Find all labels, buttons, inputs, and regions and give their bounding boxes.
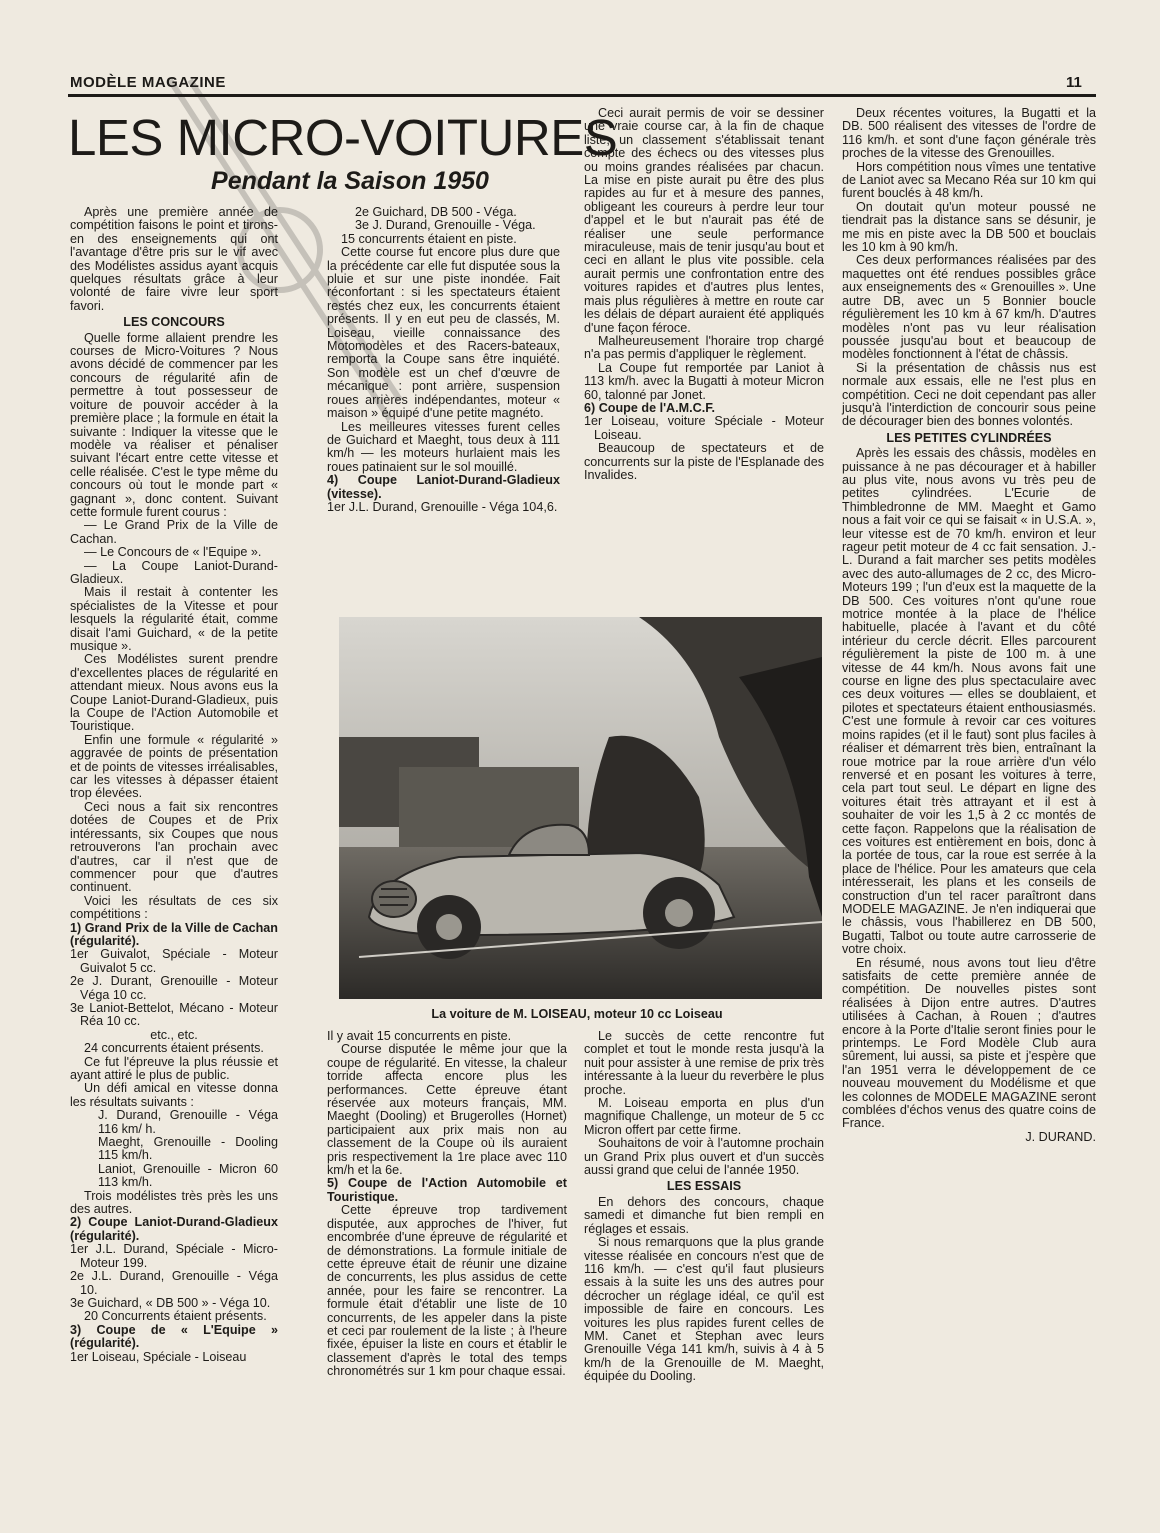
competition-heading: 1) Grand Prix de la Ville de Cachan (régularité). [70, 920, 278, 948]
competition-heading: 3) Coupe de « L'Equipe » (régularité). [70, 1322, 278, 1351]
section-heading: LES CONCOURS [123, 315, 225, 330]
header-rule [68, 94, 1096, 97]
paragraph: Beaucoup de spectateurs et de concurrents sur la piste de l'Esplanade des Invalides. [584, 441, 824, 482]
column-2-top [327, 206, 560, 514]
result-item: etc., etc. [150, 1027, 198, 1042]
paragraph: Enfin une formule « régularité » aggravée de points de présentation et de points de vitesses irréalisables, car les vitesses à dépasser étaient trop élevées. [70, 732, 278, 801]
paragraph: Cette course fut encore plus dure que la précédente car elle fut disputée sous la pluie et sur une piste inondée. Fait réconfortant : si les spectateurs étaient restés chez eux, les concurrents étaient présents. Il y en eut peu de classés, M. Loiseau, vieille connaissance des Motomodèles et des Racers-bateaux, remporta la Coupe sans être inquiété. Son modèle est un chef d'œuvre de mécanique : pont arrière, suspension roues arrières indépendantes, moteur « maison » équipé d'une petite magnéto. [327, 245, 560, 421]
paragraph: Hors compétition nous vîmes une tentative de Laniot avec sa Mecano Réa sur 10 km qui furent bouclés à 48 km/h. [842, 159, 1096, 201]
magazine-name: MODÈLE MAGAZINE [70, 74, 226, 91]
result-item: 2e J.L. Durand, Grenouille - Véga 10. [70, 1269, 278, 1297]
competition-heading: 5) Coupe de l'Action Automobile et Touristique. [327, 1176, 567, 1204]
result-item: 1er Loiseau, voiture Spéciale - Moteur Loiseau. [584, 414, 824, 442]
paragraph: Ceci nous a fait six rencontres dotées de Coupes et de Prix intéressants, six Coupes que nous retrouverons l'an prochain avec d'autres, car il n'est que de commencer pour que d'autres continuent. [70, 799, 278, 895]
paragraph: Quelle forme allaient prendre les courses de Micro-Voitures ? Nous avons décidé de commencer par les concours de régularité afin de permettre à tout possesseur de voiture de pouvoir accéder à la première place ; la formule en était la suivante : Indiquer la vitesse que le modèle va réaliser et pénaliser suivant l'écart entre cette vitesse et celle réalisée. C'est le type même du concours où tout le monde part « gagnant », donc content. Suivant cette formule furent courus : [70, 330, 278, 519]
paragraph: 15 concurrents étaient en piste. [341, 231, 517, 246]
paragraph: En résumé, nous avons tout lieu d'être satisfaits de cette première année de compétition. De nouvelles pistes sont réalisées à Dijon entre autres. D'autres utilisées à Cachan, à Rouen ; d'autres encore à la Porte d'Italie seront finies pour le printemps. Le Ford Modèle Club aura sûrement, lui aussi, sa piste et j'espère que l'an 1951 verra le développement de ce nouveau mouvement du Modélisme et que les colonnes de MODELE MAGAZINE seront comblées d'échos venus des quatre coins de France. [842, 955, 1096, 1131]
paragraph: — Le Concours de « l'Equipe ». [84, 545, 262, 560]
paragraph: Ceci aurait permis de voir se dessiner une vraie course car, à la fin de chaque liste, un classement s'établissait tenant compte des échecs ou des vitesses plus ou moins grandes réalisées par chacun. La mise en piste aurait pu être des plus rapides au fur et à mesure des pannes, obligeant les coureurs à perdre leur tour d'appel et le but n'aurait pas été de réaliser une seule performance miraculeuse, mais de tenir jusqu'au bout et ceci en allant le plus vite possible. cela aurait permis une confrontation entre des voitures rapides et d'autres plus lentes, mais plus régulières à mettre en route car les délais de départ auraient été appliqués d'une façon féroce. [584, 106, 824, 335]
result-item: J. Durand, Grenouille - Véga 116 km/ h. [98, 1108, 278, 1136]
paragraph: Ces deux performances réalisées par des maquettes ont été rendues possibles grâce aux enseignements des « Grenouilles ». Une autre DB, avec un 5 Bonnier boucle régulièrement les 10 km à 67 km/h. D'autres modèles n'ont pas vu leur réalisation poussée jusqu'au bout et beaucoup de modèles fonctionnent à l'état de châssis. [842, 253, 1096, 362]
paragraph: Ce fut l'épreuve la plus réussie et ayant attiré le plus de public. [70, 1054, 278, 1082]
photo-caption: La voiture de M. LOISEAU, moteur 10 cc Loiseau [431, 1007, 723, 1021]
page-number: 11 [1066, 74, 1082, 91]
section-heading: LES ESSAIS [666, 1179, 742, 1194]
article-subtitle: Pendant la Saison 1950 [211, 167, 489, 195]
paragraph: Voici les résultats de ces six compétitions : [70, 893, 278, 922]
competition-heading: 2) Coupe Laniot-Durand-Gladieux (régularité). [70, 1215, 278, 1243]
result-item: 1er Loiseau, Spéciale - Loiseau [70, 1349, 247, 1364]
paragraph: Si nous remarquons que la plus grande vitesse réalisée en concours n'est que de 116 km/h. — c'est qu'il faut plusieurs essais à la suite les uns des autres pour décrocher un réglage idéal, ce qu'il est impossible de faire en concours. Les voitures les plus rapides furent celles de MM. Canet et Stephan avec leurs Grenouille Véga 141 km/h, suivis à 4 à 5 km/h de la Grenouille de M. Maeght, équipée du Dooling. [584, 1235, 824, 1384]
paragraph: 24 concurrents étaient présents. [84, 1041, 264, 1056]
paragraph: Ces Modélistes surent prendre d'excellentes places de régularité en attendant mieux. Nous avons eus la Coupe Laniot-Durand-Gladieux, puis la Coupe de l'Action Automobile et Touristique. [70, 652, 278, 734]
paragraph: Course disputée le même jour que la coupe de régularité. En vitesse, la chaleur torride affecta encore plus les performances. Cette épreuve étant réservée aux moteurs français, MM. Maeght (Dooling) et Brugerolles (Hornet) participaient aux prix mais non au classement de la Coupe où ils auraient pris respectivement la 1re place avec 110 km/h et la 6e. [327, 1042, 567, 1178]
paragraph: La Coupe fut remportée par Laniot à 113 km/h. avec la Bugatti à moteur Micron 60, talonné par Jonet. [584, 360, 824, 402]
result-item: 1er J.L. Durand, Spéciale - Micro-Moteur 199. [70, 1242, 278, 1270]
paragraph: Après les essais des châssis, modèles en puissance à ne pas décourager et à habiller au plus vite, nous avons vu très peu de petites cylindrées. L'Ecurie de Thimbledronne de MM. Maeght et Gamo nous a fait voir ce qui se faisait « in U.S.A. », leur vitesse est de 70 km/h. environ et leur rageur petit moteur de 4 cc fait sensation. J.-L. Durand a fait marcher ses petits modèles avec des auto-allumages de 2 cc, des Micro-Moteurs 199 ; l'un d'eux est la maquette de la DB 500. Ces voitures n'ont qu'une roue motrice montée à la place de l'hélice habituelle, placée à l'avant et du côté intérieur du cercle décrit. Elles parcourent régulièrement la piste de 100 m. à une vitesse de 44 km/h. Nous avons fait une course en ligne des plus spectaculaire avec ces deux voitures — elles se doublaient, et pilotes et spectateurs étaient enthousiasmés. C'est une formule à revoir car ces voitures moins rapides (et il le faut) sont plus faciles à réaliser et démarrent très bien, entraînant la roue motrice par la roue arrière d'un vélo renversé et en posant les voitures à terre, cela part tout seul. Le départ en ligne des voitures était très attrayant et il est à souhaiter de voir les 1,5 à 2 cc montés de cette façon. Rappelons que la réalisation de ces voitures est entièrement en bois, donc à la portée de tous, car la roue est serrée à la place de l'hélice. Pour les amateurs que cela intéresserait, les plans et les conseils de construction d'un tel racer paraîtront dans MODELE MAGAZINE. Je n'en indiquerai que le châssis, vous l'habillerez en DB 500, Bugatti, Talbot ou toute autre carrosserie de votre choix. [842, 446, 1096, 957]
result-item: 3e Laniot-Bettelot, Mécano - Moteur Réa 10 cc. [70, 1000, 278, 1029]
paragraph: M. Loiseau emporta en plus d'un magnifique Challenge, un moteur de 5 cc Micron offert par cette firme. [584, 1096, 824, 1137]
paragraph: 20 Concurrents étaient présents. [84, 1309, 267, 1324]
column-1 [70, 206, 278, 1364]
paragraph: En dehors des concours, chaque samedi et dimanche fut bien rempli en réglages et essais. [584, 1194, 824, 1236]
paragraph: On doutait qu'un moteur poussé ne tiendrait pas la distance sans se désunir, je me mis en piste avec la DB 500 et bouclais les 10 km à 90 km/h. [842, 199, 1096, 255]
result-item: 3e Guichard, « DB 500 » - Véga 10. [70, 1295, 271, 1310]
paragraph: Mais il restait à contenter les spécialistes de la Vitesse et pour lesquels la régularité était, comme disait l'ami Guichard, « de la petite musique ». [70, 585, 278, 653]
competition-heading: 4) Coupe Laniot-Durand-Gladieux (vitesse). [327, 473, 560, 501]
paragraph: Cette épreuve trop tardivement disputée, aux approches de l'hiver, fut encombrée d'une épreuve de régularité et de démonstrations. La formule initiale de cette épreuve était de réunir une dizaine de concurrents, les plus assidus de cette année, pour les faire se rencontrer. La formule était d'établir une liste de 10 concurrents, de les appeler dans la piste et ceci par roulement de la liste ; à l'heure fixée, épuiser la liste en cours et établir le classement d'après le total des temps chronométrés sur 1 km pour chaque essai. [327, 1203, 567, 1379]
result-item: Laniot, Grenouille - Micron 60 113 km/h. [98, 1161, 278, 1190]
paragraph: Un défi amical en vitesse donna les résultats suivants : [70, 1081, 278, 1109]
column-3-bottom [584, 1030, 824, 1384]
paragraph: — La Coupe Laniot-Durand-Gladieux. [70, 558, 278, 586]
paragraph: Le succès de cette rencontre fut complet et tout le monde resta jusqu'à la nuit pour assister à une remise de prix très intéressante à la lueur du reverbère le plus proche. [584, 1029, 824, 1097]
result-item: 2e J. Durant, Grenouille - Moteur Véga 10 cc. [70, 974, 278, 1002]
competition-heading: 6) Coupe de l'A.M.C.F. [584, 400, 716, 415]
paragraph: Si la présentation de châssis nus est normale aux essais, elle ne l'est plus en compétition. Ceci ne doit cependant pas aller jusqu'à l'interdiction de concourir sous peine de décourager bien des bonnes volontés. [842, 360, 1096, 429]
paragraph: Il y avait 15 concurrents en piste. [327, 1029, 512, 1043]
article-title: LES MICRO-VOITURES [68, 109, 618, 166]
race-car-photo [339, 617, 822, 999]
result-item: 1er Guivalot, Spéciale - Moteur Guivalot 5 cc. [70, 947, 278, 975]
result-item: 2e Guichard, DB 500 - Véga. [355, 205, 517, 219]
paragraph: Malheureusement l'horaire trop chargé n'a pas permis d'appliquer le règlement. [584, 333, 824, 362]
result-item: Maeght, Grenouille - Dooling 115 km/h. [98, 1135, 278, 1163]
paragraph: Trois modélistes très près les uns des autres. [70, 1188, 278, 1217]
author-signature: J. DURAND. [1025, 1129, 1096, 1144]
column-2-bottom [327, 1030, 567, 1379]
photo-illustration [339, 617, 822, 999]
paragraph: Les meilleures vitesses furent celles de Guichard et Maeght, tous deux à 111 km/h — les moteurs hurlaient mais les roues patinaient sur le sol mouillé. [327, 419, 560, 474]
paragraph: Souhaitons de voir à l'automne prochain un Grand Prix plus ouvert et d'un succès aussi grand que celui de l'année 1950. [584, 1136, 824, 1178]
result-item: 1er J.L. Durand, Grenouille - Véga 104,6. [327, 499, 558, 514]
paragraph: Après une première année de compétition faisons le point et tirons-en des enseignements qui ont l'avantage d'être pris sur le vif avec des Modélistes assidus ayant acquis quelques résultats grâce à leur volonté de faire vivre leur sport favori. [70, 205, 278, 313]
column-3-top [584, 107, 824, 482]
section-heading: LES PETITES CYLINDRÉES [886, 430, 1052, 445]
column-4 [842, 107, 1096, 1144]
paragraph: — Le Grand Prix de la Ville de Cachan. [70, 518, 278, 546]
result-item: 3e J. Durand, Grenouille - Véga. [355, 218, 536, 233]
paragraph: Deux récentes voitures, la Bugatti et la DB. 500 réalisent des vitesses de l'ordre de 116 km/h. et sont d'une façon générale très proches de la vitesse des Grenouilles. [842, 106, 1096, 161]
